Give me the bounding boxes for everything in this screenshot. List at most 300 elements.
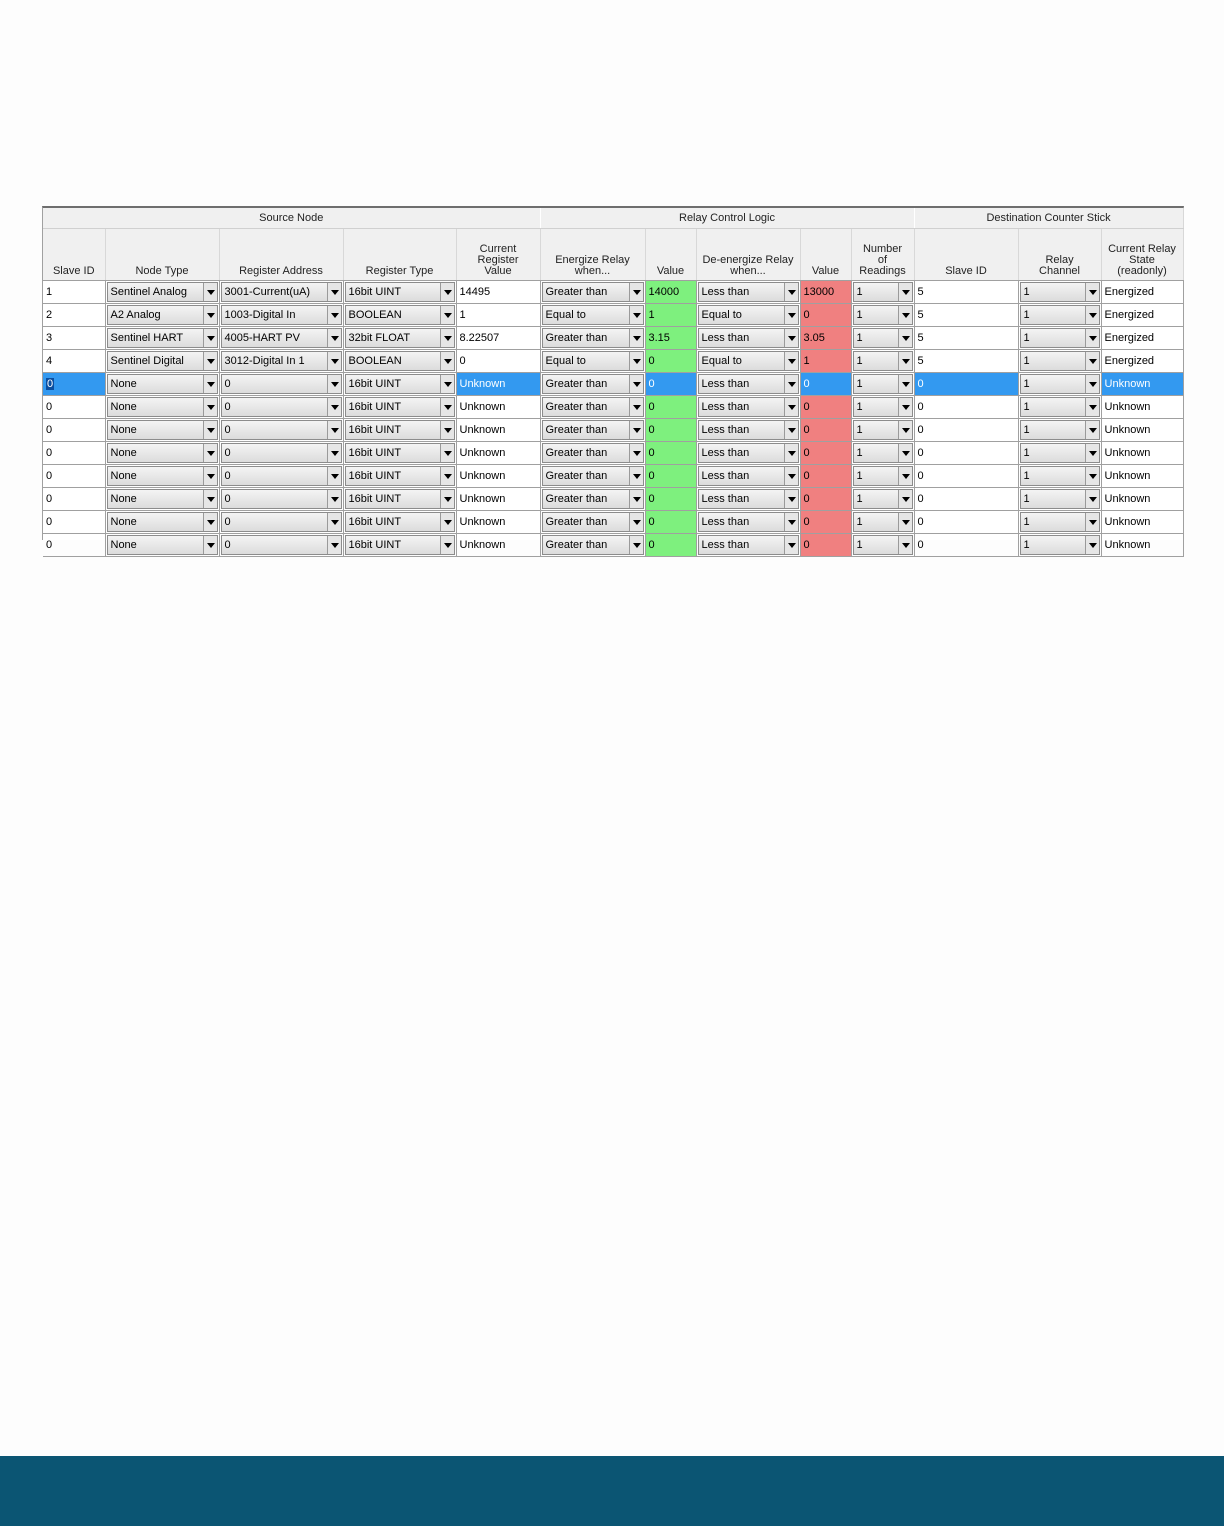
deenergize-condition-dropdown[interactable] xyxy=(698,443,799,463)
register-address-dropdown-cell[interactable] xyxy=(219,373,343,396)
chevron-down-icon[interactable] xyxy=(327,490,341,508)
relay-channel-dropdown-cell[interactable] xyxy=(1018,350,1101,373)
deenergize-condition-dropdown-cell[interactable] xyxy=(696,419,800,442)
relay-channel-dropdown-cell[interactable] xyxy=(1018,465,1101,488)
chevron-down-icon[interactable] xyxy=(203,536,217,554)
register-type-dropdown[interactable] xyxy=(345,305,455,325)
relay-channel-dropdown[interactable] xyxy=(1020,328,1100,348)
energize-condition-dropdown-cell[interactable] xyxy=(540,465,645,488)
deenergize-condition-dropdown[interactable] xyxy=(698,328,799,348)
table-row[interactable] xyxy=(43,442,1183,465)
relay-channel-dropdown[interactable] xyxy=(1020,420,1100,440)
header-register-address[interactable]: Register Address xyxy=(219,229,343,281)
energize-condition-dropdown[interactable] xyxy=(542,535,644,555)
chevron-down-icon[interactable] xyxy=(784,513,798,531)
register-type-dropdown-cell[interactable] xyxy=(343,396,456,419)
energize-condition-dropdown[interactable] xyxy=(542,512,644,532)
register-type-dropdown-cell[interactable] xyxy=(343,465,456,488)
register-type-dropdown[interactable] xyxy=(345,512,455,532)
register-type-dropdown[interactable] xyxy=(345,489,455,509)
chevron-down-icon[interactable] xyxy=(203,513,217,531)
deenergize-value-cell[interactable]: 0 xyxy=(800,304,851,327)
deenergize-value-cell[interactable]: 0 xyxy=(800,442,851,465)
energize-condition-dropdown[interactable] xyxy=(542,443,644,463)
node-type-dropdown[interactable] xyxy=(107,512,218,532)
dest-slave-id-cell[interactable]: 5 xyxy=(914,304,1018,327)
register-address-dropdown[interactable] xyxy=(221,443,342,463)
deenergize-condition-dropdown-cell[interactable] xyxy=(696,373,800,396)
chevron-down-icon[interactable] xyxy=(203,329,217,347)
energize-value-cell[interactable]: 0 xyxy=(645,534,696,557)
register-address-dropdown-cell[interactable] xyxy=(219,327,343,350)
chevron-down-icon[interactable] xyxy=(440,513,454,531)
register-type-dropdown-cell[interactable] xyxy=(343,419,456,442)
deenergize-condition-dropdown-cell[interactable] xyxy=(696,304,800,327)
energize-value-cell[interactable]: 0 xyxy=(645,350,696,373)
header-deenergize-value[interactable]: Value xyxy=(800,229,851,281)
register-type-dropdown-cell[interactable] xyxy=(343,534,456,557)
number-of-readings-dropdown[interactable] xyxy=(853,374,913,394)
number-of-readings-dropdown[interactable] xyxy=(853,328,913,348)
node-type-dropdown-cell[interactable] xyxy=(105,511,219,534)
energize-value-cell[interactable]: 1 xyxy=(645,304,696,327)
chevron-down-icon[interactable] xyxy=(898,536,912,554)
dest-slave-id-cell[interactable]: 0 xyxy=(914,373,1018,396)
register-type-dropdown-cell[interactable] xyxy=(343,281,456,304)
chevron-down-icon[interactable] xyxy=(440,444,454,462)
chevron-down-icon[interactable] xyxy=(629,398,643,416)
relay-channel-dropdown-cell[interactable] xyxy=(1018,327,1101,350)
deenergize-condition-dropdown[interactable] xyxy=(698,397,799,417)
energize-condition-dropdown-cell[interactable] xyxy=(540,442,645,465)
chevron-down-icon[interactable] xyxy=(327,467,341,485)
deenergize-condition-dropdown[interactable] xyxy=(698,489,799,509)
deenergize-condition-dropdown[interactable] xyxy=(698,374,799,394)
deenergize-value-cell[interactable]: 0 xyxy=(800,511,851,534)
node-type-dropdown-cell[interactable] xyxy=(105,442,219,465)
dest-slave-id-cell[interactable]: 0 xyxy=(914,396,1018,419)
chevron-down-icon[interactable] xyxy=(784,329,798,347)
chevron-down-icon[interactable] xyxy=(898,306,912,324)
table-row[interactable] xyxy=(43,396,1183,419)
relay-channel-dropdown-cell[interactable] xyxy=(1018,488,1101,511)
chevron-down-icon[interactable] xyxy=(629,444,643,462)
header-slave-id[interactable]: Slave ID xyxy=(43,229,105,281)
energize-value-cell[interactable]: 0 xyxy=(645,373,696,396)
chevron-down-icon[interactable] xyxy=(203,375,217,393)
chevron-down-icon[interactable] xyxy=(203,444,217,462)
register-type-dropdown[interactable] xyxy=(345,535,455,555)
header-register-type[interactable]: Register Type xyxy=(343,229,456,281)
energize-condition-dropdown-cell[interactable] xyxy=(540,281,645,304)
table-row[interactable] xyxy=(43,465,1183,488)
slave-id-cell[interactable]: 0 xyxy=(43,419,105,442)
chevron-down-icon[interactable] xyxy=(898,329,912,347)
number-of-readings-dropdown-cell[interactable] xyxy=(851,373,914,396)
dest-slave-id-cell[interactable]: 0 xyxy=(914,419,1018,442)
node-type-dropdown[interactable] xyxy=(107,351,218,371)
chevron-down-icon[interactable] xyxy=(898,444,912,462)
chevron-down-icon[interactable] xyxy=(327,352,341,370)
slave-id-cell[interactable]: 0 xyxy=(43,442,105,465)
deenergize-value-cell[interactable]: 0 xyxy=(800,465,851,488)
energize-condition-dropdown[interactable] xyxy=(542,420,644,440)
energize-condition-dropdown-cell[interactable] xyxy=(540,304,645,327)
register-address-dropdown-cell[interactable] xyxy=(219,511,343,534)
relay-channel-dropdown-cell[interactable] xyxy=(1018,511,1101,534)
register-address-dropdown-cell[interactable] xyxy=(219,465,343,488)
register-type-dropdown-cell[interactable] xyxy=(343,350,456,373)
deenergize-condition-dropdown[interactable] xyxy=(698,305,799,325)
chevron-down-icon[interactable] xyxy=(898,398,912,416)
chevron-down-icon[interactable] xyxy=(784,398,798,416)
chevron-down-icon[interactable] xyxy=(203,398,217,416)
node-type-dropdown-cell[interactable] xyxy=(105,534,219,557)
relay-channel-dropdown-cell[interactable] xyxy=(1018,419,1101,442)
deenergize-condition-dropdown-cell[interactable] xyxy=(696,511,800,534)
deenergize-condition-dropdown-cell[interactable] xyxy=(696,396,800,419)
register-address-dropdown-cell[interactable] xyxy=(219,281,343,304)
relay-channel-dropdown[interactable] xyxy=(1020,489,1100,509)
header-dest-slave-id[interactable]: Slave ID xyxy=(914,229,1018,281)
relay-channel-dropdown[interactable] xyxy=(1020,466,1100,486)
node-type-dropdown-cell[interactable] xyxy=(105,327,219,350)
register-address-dropdown[interactable] xyxy=(221,374,342,394)
dest-slave-id-cell[interactable]: 0 xyxy=(914,511,1018,534)
chevron-down-icon[interactable] xyxy=(440,375,454,393)
number-of-readings-dropdown-cell[interactable] xyxy=(851,488,914,511)
number-of-readings-dropdown[interactable] xyxy=(853,420,913,440)
chevron-down-icon[interactable] xyxy=(629,467,643,485)
register-address-dropdown-cell[interactable] xyxy=(219,534,343,557)
chevron-down-icon[interactable] xyxy=(440,306,454,324)
node-type-dropdown[interactable] xyxy=(107,397,218,417)
node-type-dropdown[interactable] xyxy=(107,328,218,348)
chevron-down-icon[interactable] xyxy=(440,329,454,347)
deenergize-value-cell[interactable]: 0 xyxy=(800,534,851,557)
table-row[interactable] xyxy=(43,511,1183,534)
number-of-readings-dropdown-cell[interactable] xyxy=(851,465,914,488)
dest-slave-id-cell[interactable]: 0 xyxy=(914,534,1018,557)
deenergize-condition-dropdown-cell[interactable] xyxy=(696,442,800,465)
relay-channel-dropdown[interactable] xyxy=(1020,397,1100,417)
relay-channel-dropdown-cell[interactable] xyxy=(1018,373,1101,396)
register-address-dropdown[interactable] xyxy=(221,282,342,302)
deenergize-value-cell[interactable]: 0 xyxy=(800,373,851,396)
table-row[interactable] xyxy=(43,304,1183,327)
chevron-down-icon[interactable] xyxy=(327,513,341,531)
chevron-down-icon[interactable] xyxy=(1085,444,1099,462)
chevron-down-icon[interactable] xyxy=(440,467,454,485)
deenergize-condition-dropdown[interactable] xyxy=(698,282,799,302)
dest-slave-id-cell[interactable]: 0 xyxy=(914,465,1018,488)
number-of-readings-dropdown-cell[interactable] xyxy=(851,281,914,304)
energize-condition-dropdown-cell[interactable] xyxy=(540,488,645,511)
header-number-of-readings[interactable]: Number of Readings xyxy=(851,229,914,281)
register-type-dropdown[interactable] xyxy=(345,466,455,486)
deenergize-condition-dropdown-cell[interactable] xyxy=(696,465,800,488)
register-type-dropdown-cell[interactable] xyxy=(343,511,456,534)
register-address-dropdown[interactable] xyxy=(221,328,342,348)
deenergize-condition-dropdown[interactable] xyxy=(698,535,799,555)
chevron-down-icon[interactable] xyxy=(629,283,643,301)
register-type-dropdown[interactable] xyxy=(345,351,455,371)
register-type-dropdown[interactable] xyxy=(345,397,455,417)
relay-channel-dropdown-cell[interactable] xyxy=(1018,442,1101,465)
chevron-down-icon[interactable] xyxy=(1085,398,1099,416)
chevron-down-icon[interactable] xyxy=(327,536,341,554)
register-address-dropdown-cell[interactable] xyxy=(219,488,343,511)
table-row[interactable] xyxy=(43,488,1183,511)
energize-value-cell[interactable]: 14000 xyxy=(645,281,696,304)
energize-value-cell[interactable]: 0 xyxy=(645,396,696,419)
chevron-down-icon[interactable] xyxy=(898,421,912,439)
register-address-dropdown[interactable] xyxy=(221,420,342,440)
slave-id-cell[interactable]: 0 xyxy=(43,465,105,488)
node-type-dropdown[interactable] xyxy=(107,305,218,325)
register-address-dropdown-cell[interactable] xyxy=(219,396,343,419)
energize-condition-dropdown-cell[interactable] xyxy=(540,350,645,373)
chevron-down-icon[interactable] xyxy=(1085,467,1099,485)
number-of-readings-dropdown-cell[interactable] xyxy=(851,350,914,373)
table-row[interactable] xyxy=(43,419,1183,442)
register-type-dropdown[interactable] xyxy=(345,420,455,440)
chevron-down-icon[interactable] xyxy=(629,375,643,393)
number-of-readings-dropdown-cell[interactable] xyxy=(851,327,914,350)
energize-condition-dropdown[interactable] xyxy=(542,466,644,486)
deenergize-value-cell[interactable]: 1 xyxy=(800,350,851,373)
number-of-readings-dropdown-cell[interactable] xyxy=(851,304,914,327)
node-type-dropdown[interactable] xyxy=(107,282,218,302)
energize-value-cell[interactable]: 0 xyxy=(645,488,696,511)
chevron-down-icon[interactable] xyxy=(1085,306,1099,324)
energize-value-cell[interactable]: 0 xyxy=(645,465,696,488)
header-relay-channel[interactable]: Relay Channel xyxy=(1018,229,1101,281)
chevron-down-icon[interactable] xyxy=(629,329,643,347)
energize-condition-dropdown[interactable] xyxy=(542,305,644,325)
number-of-readings-dropdown[interactable] xyxy=(853,351,913,371)
register-address-dropdown[interactable] xyxy=(221,305,342,325)
deenergize-condition-dropdown[interactable] xyxy=(698,351,799,371)
energize-condition-dropdown-cell[interactable] xyxy=(540,327,645,350)
deenergize-condition-dropdown-cell[interactable] xyxy=(696,488,800,511)
chevron-down-icon[interactable] xyxy=(327,444,341,462)
chevron-down-icon[interactable] xyxy=(629,513,643,531)
energize-condition-dropdown-cell[interactable] xyxy=(540,419,645,442)
register-address-dropdown[interactable] xyxy=(221,535,342,555)
register-address-dropdown-cell[interactable] xyxy=(219,419,343,442)
number-of-readings-dropdown[interactable] xyxy=(853,305,913,325)
number-of-readings-dropdown-cell[interactable] xyxy=(851,511,914,534)
chevron-down-icon[interactable] xyxy=(327,306,341,324)
node-type-dropdown[interactable] xyxy=(107,374,218,394)
deenergize-condition-dropdown[interactable] xyxy=(698,466,799,486)
deenergize-value-cell[interactable]: 0 xyxy=(800,419,851,442)
chevron-down-icon[interactable] xyxy=(784,490,798,508)
node-type-dropdown-cell[interactable] xyxy=(105,465,219,488)
chevron-down-icon[interactable] xyxy=(1085,536,1099,554)
chevron-down-icon[interactable] xyxy=(898,513,912,531)
dest-slave-id-cell[interactable]: 5 xyxy=(914,327,1018,350)
chevron-down-icon[interactable] xyxy=(203,306,217,324)
register-type-dropdown[interactable] xyxy=(345,443,455,463)
chevron-down-icon[interactable] xyxy=(898,352,912,370)
node-type-dropdown[interactable] xyxy=(107,466,218,486)
chevron-down-icon[interactable] xyxy=(327,375,341,393)
chevron-down-icon[interactable] xyxy=(203,490,217,508)
chevron-down-icon[interactable] xyxy=(1085,513,1099,531)
node-type-dropdown[interactable] xyxy=(107,443,218,463)
chevron-down-icon[interactable] xyxy=(203,352,217,370)
deenergize-condition-dropdown[interactable] xyxy=(698,512,799,532)
table-row[interactable] xyxy=(43,327,1183,350)
chevron-down-icon[interactable] xyxy=(1085,375,1099,393)
slave-id-cell[interactable]: 0 xyxy=(43,511,105,534)
slave-id-cell[interactable]: 4 xyxy=(43,350,105,373)
deenergize-value-cell[interactable]: 0 xyxy=(800,488,851,511)
dest-slave-id-cell[interactable]: 5 xyxy=(914,281,1018,304)
chevron-down-icon[interactable] xyxy=(784,306,798,324)
chevron-down-icon[interactable] xyxy=(203,421,217,439)
table-row[interactable] xyxy=(43,373,1183,396)
chevron-down-icon[interactable] xyxy=(784,375,798,393)
dest-slave-id-cell[interactable]: 0 xyxy=(914,442,1018,465)
deenergize-condition-dropdown-cell[interactable] xyxy=(696,350,800,373)
register-address-dropdown-cell[interactable] xyxy=(219,442,343,465)
chevron-down-icon[interactable] xyxy=(784,444,798,462)
chevron-down-icon[interactable] xyxy=(440,490,454,508)
node-type-dropdown-cell[interactable] xyxy=(105,419,219,442)
number-of-readings-dropdown[interactable] xyxy=(853,282,913,302)
number-of-readings-dropdown[interactable] xyxy=(853,466,913,486)
register-address-dropdown[interactable] xyxy=(221,489,342,509)
node-type-dropdown-cell[interactable] xyxy=(105,281,219,304)
slave-id-cell[interactable] xyxy=(43,373,105,396)
number-of-readings-dropdown[interactable] xyxy=(853,443,913,463)
relay-channel-dropdown-cell[interactable] xyxy=(1018,534,1101,557)
number-of-readings-dropdown[interactable] xyxy=(853,489,913,509)
energize-condition-dropdown[interactable] xyxy=(542,374,644,394)
register-type-dropdown-cell[interactable] xyxy=(343,442,456,465)
dest-slave-id-cell[interactable]: 5 xyxy=(914,350,1018,373)
number-of-readings-dropdown-cell[interactable] xyxy=(851,534,914,557)
chevron-down-icon[interactable] xyxy=(203,467,217,485)
register-type-dropdown-cell[interactable] xyxy=(343,488,456,511)
slave-id-cell[interactable]: 3 xyxy=(43,327,105,350)
chevron-down-icon[interactable] xyxy=(898,467,912,485)
deenergize-value-cell[interactable]: 13000 xyxy=(800,281,851,304)
header-energize-when[interactable]: Energize Relay when... xyxy=(540,229,645,281)
register-address-dropdown[interactable] xyxy=(221,397,342,417)
energize-condition-dropdown-cell[interactable] xyxy=(540,396,645,419)
chevron-down-icon[interactable] xyxy=(629,306,643,324)
energize-condition-dropdown-cell[interactable] xyxy=(540,373,645,396)
slave-id-cell[interactable]: 0 xyxy=(43,396,105,419)
chevron-down-icon[interactable] xyxy=(898,490,912,508)
deenergize-value-cell[interactable]: 3.05 xyxy=(800,327,851,350)
relay-channel-dropdown[interactable] xyxy=(1020,282,1100,302)
number-of-readings-dropdown[interactable] xyxy=(853,397,913,417)
slave-id-cell[interactable]: 2 xyxy=(43,304,105,327)
chevron-down-icon[interactable] xyxy=(203,283,217,301)
table-row[interactable] xyxy=(43,350,1183,373)
chevron-down-icon[interactable] xyxy=(327,421,341,439)
energize-value-cell[interactable]: 3.15 xyxy=(645,327,696,350)
relay-channel-dropdown[interactable] xyxy=(1020,305,1100,325)
chevron-down-icon[interactable] xyxy=(784,421,798,439)
slave-id-cell[interactable]: 0 xyxy=(43,534,105,557)
register-type-dropdown-cell[interactable] xyxy=(343,327,456,350)
table-row[interactable] xyxy=(43,281,1183,304)
register-type-dropdown-cell[interactable] xyxy=(343,373,456,396)
chevron-down-icon[interactable] xyxy=(898,375,912,393)
header-node-type[interactable]: Node Type xyxy=(105,229,219,281)
energize-condition-dropdown-cell[interactable] xyxy=(540,511,645,534)
node-type-dropdown-cell[interactable] xyxy=(105,488,219,511)
energize-condition-dropdown-cell[interactable] xyxy=(540,534,645,557)
number-of-readings-dropdown-cell[interactable] xyxy=(851,442,914,465)
chevron-down-icon[interactable] xyxy=(784,536,798,554)
deenergize-condition-dropdown-cell[interactable] xyxy=(696,281,800,304)
edit-cursor[interactable]: 0 xyxy=(47,378,54,390)
number-of-readings-dropdown-cell[interactable] xyxy=(851,419,914,442)
register-type-dropdown[interactable] xyxy=(345,282,455,302)
chevron-down-icon[interactable] xyxy=(629,490,643,508)
chevron-down-icon[interactable] xyxy=(629,536,643,554)
chevron-down-icon[interactable] xyxy=(440,398,454,416)
chevron-down-icon[interactable] xyxy=(440,536,454,554)
chevron-down-icon[interactable] xyxy=(629,421,643,439)
header-energize-value[interactable]: Value xyxy=(645,229,696,281)
relay-channel-dropdown[interactable] xyxy=(1020,443,1100,463)
chevron-down-icon[interactable] xyxy=(784,283,798,301)
energize-value-cell[interactable]: 0 xyxy=(645,442,696,465)
header-relay-state[interactable]: Current Relay State (readonly) xyxy=(1101,229,1183,281)
register-type-dropdown[interactable] xyxy=(345,374,455,394)
chevron-down-icon[interactable] xyxy=(327,398,341,416)
relay-channel-dropdown-cell[interactable] xyxy=(1018,304,1101,327)
relay-channel-dropdown[interactable] xyxy=(1020,535,1100,555)
dest-slave-id-cell[interactable]: 0 xyxy=(914,488,1018,511)
chevron-down-icon[interactable] xyxy=(1085,490,1099,508)
chevron-down-icon[interactable] xyxy=(784,352,798,370)
register-address-dropdown-cell[interactable] xyxy=(219,350,343,373)
energize-condition-dropdown[interactable] xyxy=(542,328,644,348)
node-type-dropdown-cell[interactable] xyxy=(105,396,219,419)
chevron-down-icon[interactable] xyxy=(327,283,341,301)
node-type-dropdown-cell[interactable] xyxy=(105,373,219,396)
chevron-down-icon[interactable] xyxy=(327,329,341,347)
header-current-register-value[interactable]: Current Register Value xyxy=(456,229,540,281)
slave-id-cell[interactable]: 1 xyxy=(43,281,105,304)
chevron-down-icon[interactable] xyxy=(629,352,643,370)
node-type-dropdown-cell[interactable] xyxy=(105,304,219,327)
register-address-dropdown[interactable] xyxy=(221,466,342,486)
header-deenergize-when[interactable]: De-energize Relay when... xyxy=(696,229,800,281)
node-type-dropdown[interactable] xyxy=(107,489,218,509)
node-type-dropdown[interactable] xyxy=(107,535,218,555)
relay-channel-dropdown[interactable] xyxy=(1020,374,1100,394)
relay-channel-dropdown[interactable] xyxy=(1020,351,1100,371)
table-row[interactable] xyxy=(43,534,1183,557)
register-address-dropdown[interactable] xyxy=(221,351,342,371)
relay-channel-dropdown[interactable] xyxy=(1020,512,1100,532)
deenergize-condition-dropdown[interactable] xyxy=(698,420,799,440)
chevron-down-icon[interactable] xyxy=(440,352,454,370)
energize-condition-dropdown[interactable] xyxy=(542,397,644,417)
deenergize-condition-dropdown-cell[interactable] xyxy=(696,327,800,350)
register-address-dropdown-cell[interactable] xyxy=(219,304,343,327)
